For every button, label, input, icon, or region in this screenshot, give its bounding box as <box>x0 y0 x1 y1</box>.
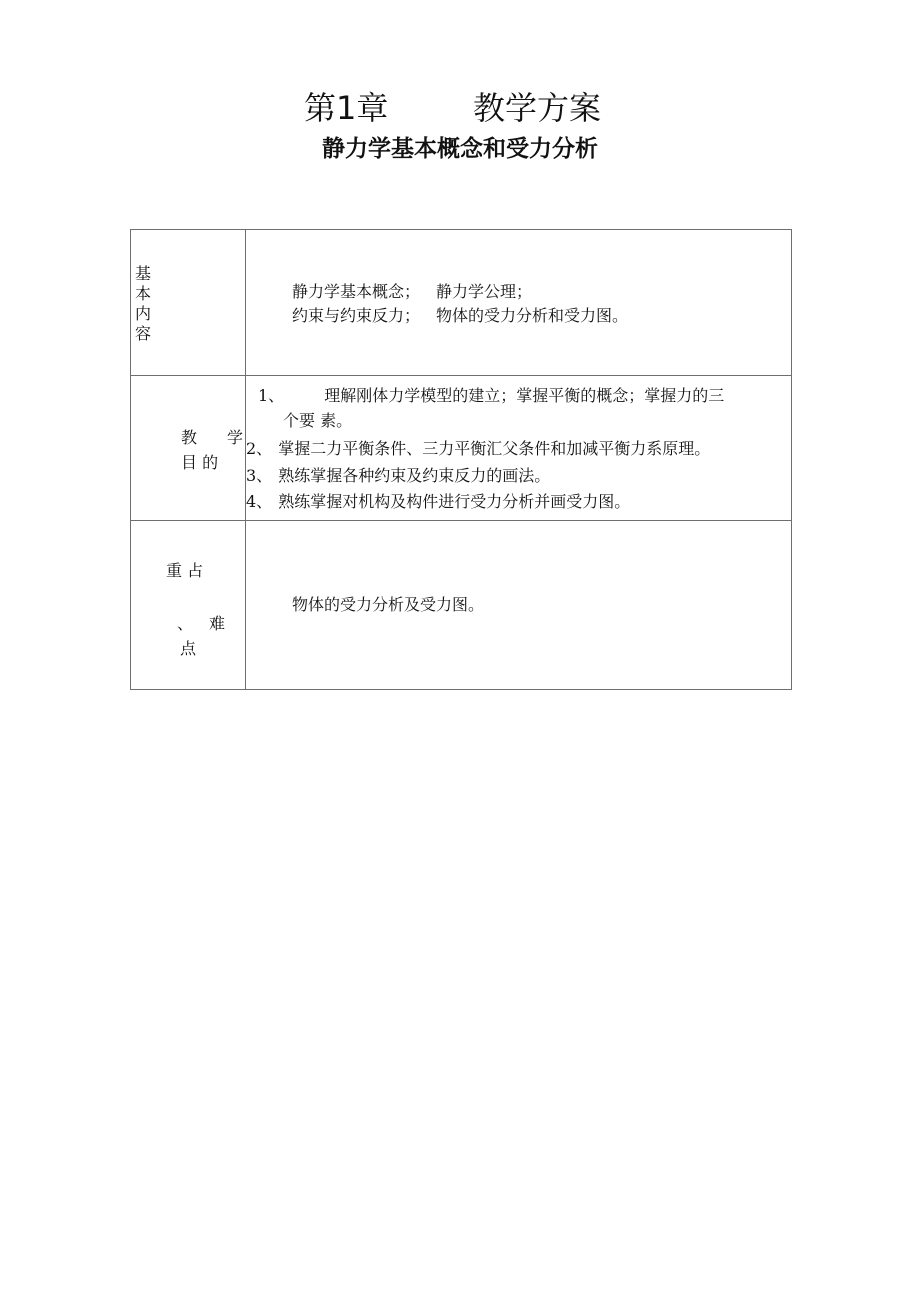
basic-content-line-1: 静力学基本概念； 静力学公理； <box>292 282 533 301</box>
document-subtitle: 静力学基本概念和受力分析 <box>322 136 598 162</box>
basic-content-line-2: 约束与约束反力； 物体的受力分析和受力图。 <box>292 306 629 325</box>
row-teaching-goals <box>131 376 792 521</box>
key-points-text: 物体的受力分析及受力图。 <box>292 595 485 614</box>
label-basic-content: 基 本 内 容 <box>135 264 152 343</box>
document-title <box>0 86 920 130</box>
label-teaching-goals-line-2: 目 的 <box>181 453 219 472</box>
row-key-points <box>131 521 792 690</box>
chapter-number: 第1章 <box>304 89 389 127</box>
label-key-points-line-2: 、 难 <box>177 614 226 633</box>
label-key-points-line-1: 重 占 <box>166 561 204 580</box>
label-cell-basic-content <box>131 230 246 376</box>
goal-item-3: 3、 熟练掌握各种约束及约束反力的画法。 <box>246 466 551 485</box>
goal-item-1: 1、 理解刚体力学模型的建立；掌握平衡的概念；掌握力的三 <box>258 386 725 405</box>
teaching-plan-table <box>130 229 792 690</box>
content-cell-teaching-goals <box>246 376 792 521</box>
label-cell-key-points <box>131 521 246 690</box>
goal-item-1-continuation: 个要 素。 <box>283 411 353 430</box>
plan-title: 教学方案 <box>473 89 602 127</box>
content-cell-key-points <box>246 521 792 690</box>
label-key-points-line-3: 点 <box>180 639 197 658</box>
content-cell-basic-content <box>246 230 792 376</box>
goal-item-2: 2、 掌握二力平衡条件、三力平衡汇父条件和加减平衡力系原理。 <box>246 439 711 458</box>
goal-item-4: 4、 熟练掌握对机构及构件进行受力分析并画受力图。 <box>246 492 631 511</box>
label-teaching-goals-line-1: 教 学 <box>181 428 244 447</box>
label-cell-teaching-goals <box>131 376 246 521</box>
row-basic-content <box>131 230 792 376</box>
